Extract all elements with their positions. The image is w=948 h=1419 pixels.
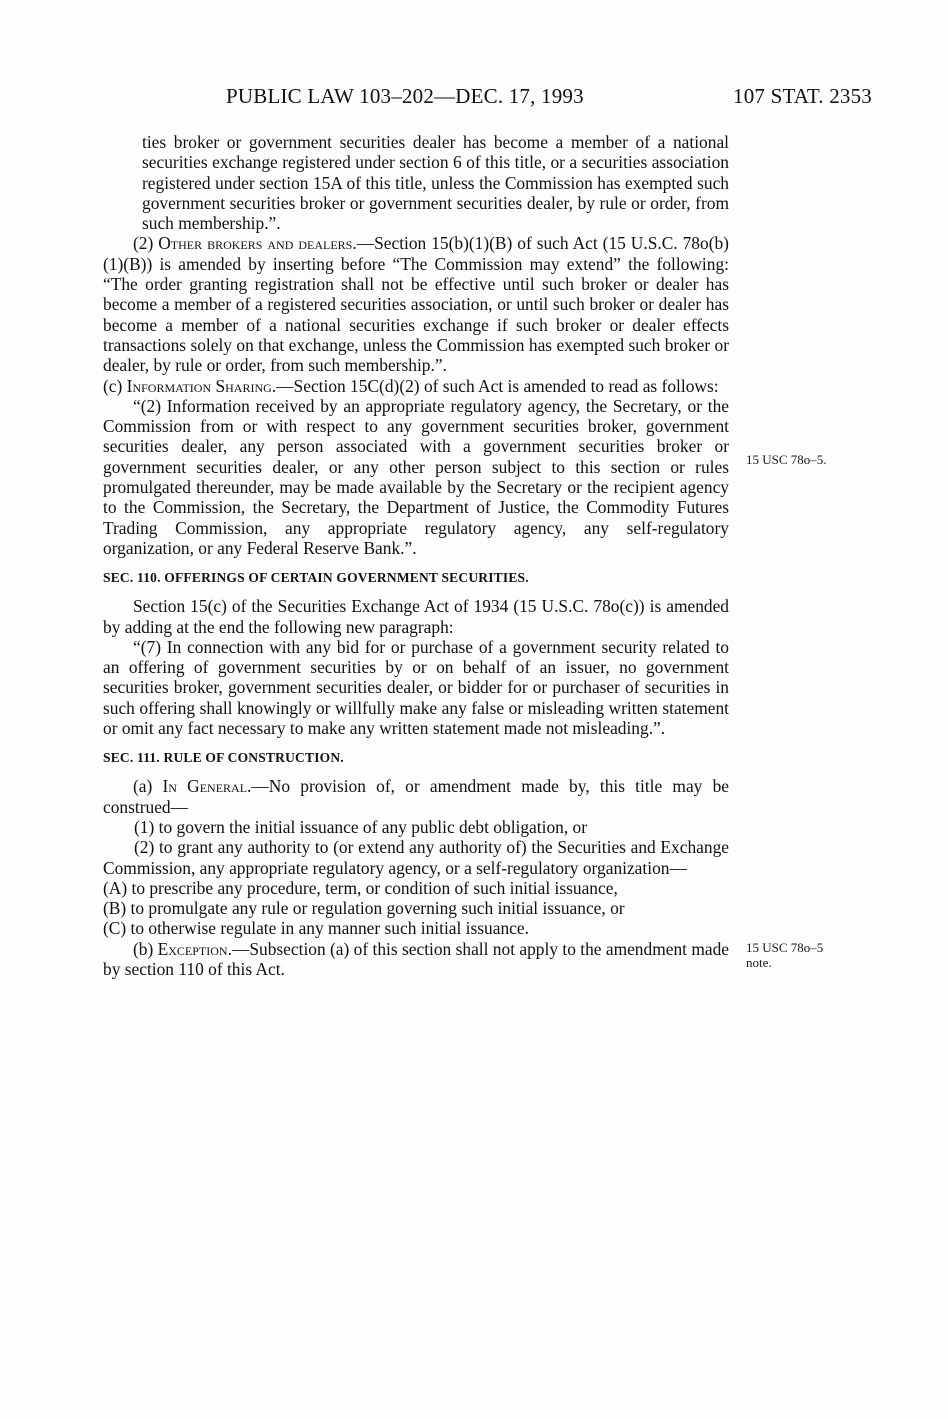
paragraph-heading: Information Sharing. bbox=[126, 375, 277, 396]
paragraph-text: —No provision of, or amendment made by, this title may be construed— bbox=[103, 776, 729, 817]
margin-note-citation: 15 USC 78o–5. bbox=[746, 452, 827, 467]
paragraph-quoted-amendment: “(2) Information received by an appropriate regulatory agency, the Secretary, or the Commission from or with respect to any government securities broker, government securities dealer, any person associated with a government securities broker or government securities dealer, or any other person subject to this section or rules promulgated thereunder, may be made available by the Secretary or the recipient agency to the Commission, the Secretary, the Department of Justice, the Commodity Futures Trading Commission, any appropriate regulatory agency, any self-regulatory organization, or any Federal Reserve Bank.”. bbox=[103, 395, 729, 558]
paragraph-heading: Other brokers and dealers. bbox=[158, 233, 357, 254]
paragraph-number: (c) bbox=[103, 375, 127, 396]
paragraph-other-brokers bbox=[103, 233, 729, 375]
subclause-c: (C) to otherwise regulate in any manner such initial issuance. bbox=[103, 918, 529, 939]
paragraph-exception bbox=[103, 939, 729, 980]
body-text bbox=[103, 132, 729, 979]
paragraph-section-110: Section 15(c) of the Securities Exchange Act of 1934 (15 U.S.C. 78o(c)) is amended by adding at the end the following new paragraph: bbox=[103, 596, 729, 637]
paragraph-continuation: ties broker or government securities dealer has become a member of a national securities exchange registered under section 6 of this title, or a securities association registered under section 15A of this title, unless the Commission has exempted such government securities broker or government securities dealer, by rule or order, from such membership.”. bbox=[142, 132, 729, 234]
paragraph-text: —Section 15(b)(1)(B) of such Act (15 U.S.C. 78o(b)(1)(B)) is amended by inserting before “The Commission may extend” the following: “The order granting registration shall not be effective until such broker or dealer has become a member of a registered securities association, or until such broker or dealer has become a member of a national securities exchange if such broker or dealer effects transactions solely on that exchange, unless the Commission has exempted such broker or dealer, by rule or order, from such membership.”. bbox=[103, 233, 729, 376]
paragraph-text: —Subsection (a) of this section shall not apply to the amendment made by section 110 of this Act. bbox=[103, 938, 729, 979]
paragraph-number: (a) bbox=[133, 776, 163, 797]
margin-note-line: 15 USC 78o–5 bbox=[746, 940, 824, 955]
margin-note-citation-note bbox=[746, 940, 823, 970]
clause-2: (2) to grant any authority to (or extend any authority of) the Securities and Exchange Commission, any appropriate regulatory agency, or a self-regulatory organization— bbox=[103, 837, 729, 878]
page-header bbox=[0, 84, 948, 114]
paragraph-heading: In General. bbox=[162, 776, 252, 797]
statute-page-number: 107 STAT. 2353 bbox=[733, 84, 872, 108]
paragraph-information-sharing bbox=[103, 376, 729, 396]
subclause-a: (A) to prescribe any procedure, term, or condition of such initial issuance, bbox=[103, 877, 618, 898]
paragraph-in-general bbox=[103, 776, 729, 817]
section-110-heading: SEC. 110. OFFERINGS OF CERTAIN GOVERNMENT SECURITIES. bbox=[103, 570, 529, 586]
section-111-heading: SEC. 111. RULE OF CONSTRUCTION. bbox=[103, 750, 344, 766]
subclause-b: (B) to promulgate any rule or regulation governing such initial issuance, or bbox=[103, 898, 625, 919]
paragraph-new-paragraph-7: “(7) In connection with any bid for or purchase of a government security related to an offering of government securities by or on behalf of an issuer, no government securities broker, government securities dealer, or bidder for or purchaser of securities in such offering shall knowingly or willfully make any false or misleading written statement or omit any fact necessary to make any written statement made not misleading.”. bbox=[103, 636, 729, 739]
paragraph-text: —Section 15C(d)(2) of such Act is amended to read as follows: bbox=[276, 375, 719, 396]
paragraph-number: (2) bbox=[133, 233, 159, 254]
margin-note-line: note. bbox=[746, 955, 772, 970]
clause-1: (1) to govern the initial issuance of any public debt obligation, or bbox=[134, 816, 588, 837]
paragraph-heading: Exception. bbox=[157, 938, 232, 959]
law-title: PUBLIC LAW 103–202—DEC. 17, 1993 bbox=[226, 84, 584, 108]
paragraph-number: (b) bbox=[133, 938, 158, 959]
